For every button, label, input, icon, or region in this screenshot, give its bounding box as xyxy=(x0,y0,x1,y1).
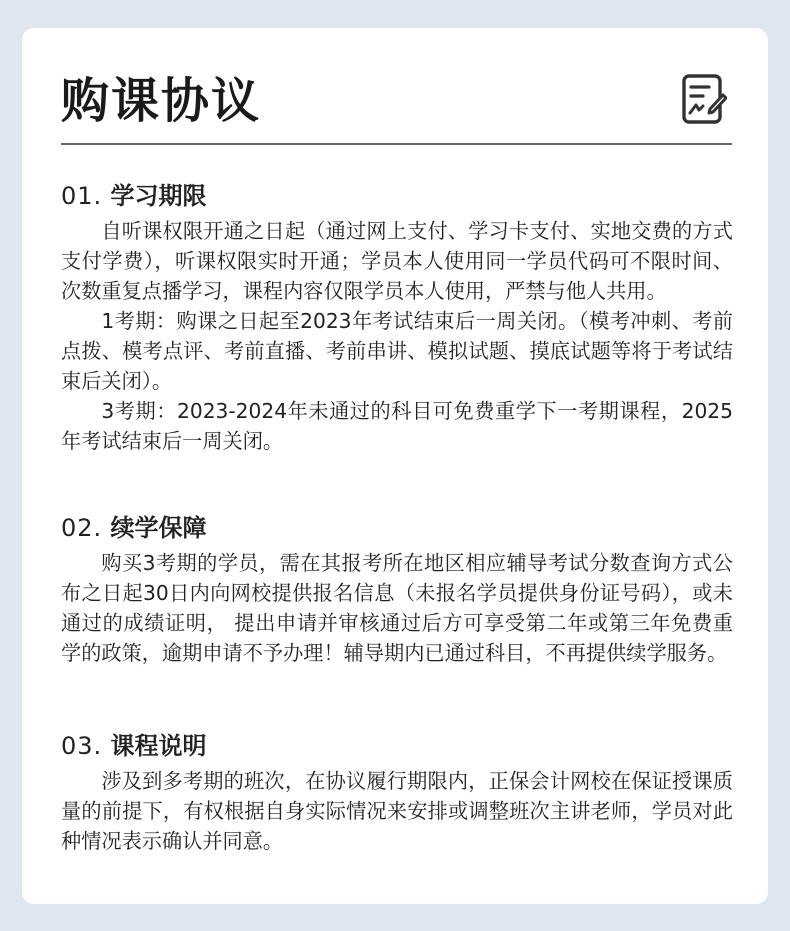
section-paragraph: 自听课权限开通之日起（通过网上支付、学习卡支付、实地交费的方式支付学费），听课权限实时开通；学员本人使用同一学员代码可不限时间、次数重复点播学习，课程内容仅限学员本人使用，严禁与他人共用。 xyxy=(61,219,733,303)
section-paragraph: 1考期：购课之日起至2023年考试结束后一周关闭。（模考冲刺、考前点拨、模考点评、考前直播、考前串讲、模拟试题、摸底试题等将于考试结束后关闭）。 xyxy=(61,309,733,393)
section-heading xyxy=(61,176,733,216)
section-number: 01. xyxy=(61,182,103,210)
section-course-notes xyxy=(61,726,733,856)
agreement-card xyxy=(22,28,768,904)
page-title: 购课协议 xyxy=(61,73,262,129)
section-paragraph: 3考期：2023-2024年未通过的科目可免费重学下一考期课程，2025年考试结束后一周关闭。 xyxy=(61,399,733,453)
section-study-period xyxy=(61,176,733,456)
section-continued-study xyxy=(61,508,733,668)
section-title: 课程说明 xyxy=(110,732,207,760)
section-heading xyxy=(61,508,733,548)
signed-document-icon xyxy=(681,73,727,125)
section-paragraph: 购买3考期的学员，需在其报考所在地区相应辅导考试分数查询方式公布之日起30日内向网校提供报名信息（未报名学员提供身份证号码），或未通过的成绩证明， 提出申请并审核通过后方可享受第二年或第三年免费重学的政策，逾期申请不予办理！辅导期内已通过科目，不再提供续学服务。 xyxy=(61,551,733,665)
section-number: 03. xyxy=(61,732,103,760)
section-number: 02. xyxy=(61,514,103,542)
section-paragraph: 涉及到多考期的班次，在协议履行期限内，正保会计网校在保证授课质量的前提下，有权根据自身实际情况来安排或调整班次主讲老师，学员对此种情况表示确认并同意。 xyxy=(61,769,733,853)
section-title: 学习期限 xyxy=(110,182,207,210)
section-title: 续学保障 xyxy=(110,514,207,542)
title-divider xyxy=(61,143,732,145)
section-heading xyxy=(61,726,733,766)
